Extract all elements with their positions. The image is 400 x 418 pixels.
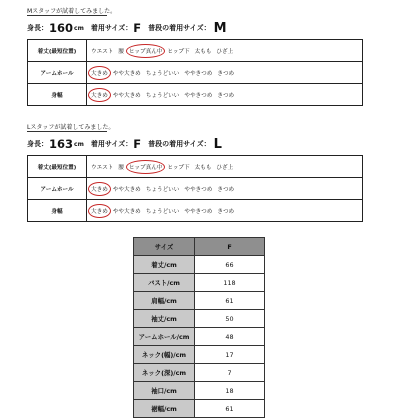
fitting-block-m [27, 6, 363, 106]
spec-value: 50 [195, 310, 265, 328]
fit-option: やや大きめ [112, 92, 141, 99]
fit-option: ちょうどいい [145, 70, 180, 77]
spec-row [134, 346, 265, 364]
fit-row-width [28, 84, 363, 106]
spec-value: 7 [195, 364, 265, 382]
height-label: 身長： [27, 140, 48, 148]
fit-row-width [28, 200, 363, 222]
fit-option: ちょうどいい [145, 186, 180, 193]
usual-size-value: M [213, 20, 227, 36]
spec-key: 袖丈/cm [134, 310, 195, 328]
fit-option: ヒップ下 [167, 48, 190, 55]
fit-row-label: 着丈(最短位置) [28, 156, 87, 178]
fit-option: きつめ [217, 186, 235, 193]
spec-value: 61 [195, 400, 265, 418]
spec-header-size: サイズ [134, 238, 195, 256]
spec-value: 18 [195, 382, 265, 400]
fit-option: ウエスト [91, 48, 114, 55]
fit-option-selected: 大きめ [91, 186, 108, 193]
spec-row [134, 256, 265, 274]
fit-option-selected: 大きめ [91, 208, 108, 215]
spec-key: バスト/cm [134, 274, 195, 292]
fitting-stats [27, 17, 363, 39]
fit-row-label: アームホール [28, 62, 87, 84]
spec-header-f: F [195, 238, 265, 256]
fit-option-selected: ヒップ真ん中 [129, 164, 163, 171]
fit-option: 太もも [194, 48, 212, 55]
spec-key: 袖口/cm [134, 382, 195, 400]
spec-key: ネック(深)/cm [134, 364, 195, 382]
fit-option: ややきつめ [184, 208, 213, 215]
fit-options [87, 156, 363, 178]
fit-row-label: 着丈(最短位置) [28, 40, 87, 62]
spec-value: 118 [195, 274, 265, 292]
spec-key: 肩幅/cm [134, 292, 195, 310]
height-unit: cm [74, 140, 84, 148]
spec-header-row [134, 238, 265, 256]
height-value: 163 [49, 137, 74, 151]
fit-option: きつめ [217, 208, 235, 215]
fit-option: ヒップ下 [167, 164, 190, 171]
usual-size-value: L [213, 136, 222, 152]
spec-row [134, 382, 265, 400]
size-value: F [133, 21, 142, 35]
fit-option: 腰 [118, 48, 124, 55]
spec-key: ネック(幅)/cm [134, 346, 195, 364]
fit-row-label: アームホール [28, 178, 87, 200]
spec-value: 61 [195, 292, 265, 310]
fit-options [87, 178, 363, 200]
size-spec-table [133, 237, 265, 418]
size-value: F [133, 137, 142, 151]
fit-option-selected: ヒップ真ん中 [129, 48, 163, 55]
spec-key: 裾幅/cm [134, 400, 195, 418]
fit-row-label: 身幅 [28, 84, 87, 106]
size-label: 着用サイズ： [90, 24, 133, 32]
spec-value: 66 [195, 256, 265, 274]
fitting-note: Lスタッフが試着してみました。 [27, 122, 363, 133]
spec-value: 17 [195, 346, 265, 364]
spec-key: アームホール/cm [134, 328, 195, 346]
spec-row [134, 310, 265, 328]
fit-option-selected: 大きめ [91, 92, 108, 99]
spec-row [134, 292, 265, 310]
spec-key: 着丈/cm [134, 256, 195, 274]
height-value: 160 [49, 21, 74, 35]
spec-row [134, 274, 265, 292]
fit-option-selected: 大きめ [91, 70, 108, 77]
fit-row-length [28, 156, 363, 178]
fit-options [87, 200, 363, 222]
fit-option: ややきつめ [184, 186, 213, 193]
fit-row-label: 身幅 [28, 200, 87, 222]
fit-option: 腰 [118, 164, 124, 171]
fit-table [27, 155, 363, 222]
fit-option: ひざ上 [216, 48, 234, 55]
spec-row [134, 400, 265, 418]
fit-option: ちょうどいい [145, 92, 180, 99]
size-label: 着用サイズ： [90, 140, 133, 148]
fit-option: きつめ [217, 92, 235, 99]
fitting-stats [27, 133, 363, 155]
fit-option: やや大きめ [112, 70, 141, 77]
fit-row-armhole [28, 62, 363, 84]
spec-row [134, 364, 265, 382]
fit-option: やや大きめ [112, 208, 141, 215]
fit-option: 太もも [194, 164, 212, 171]
spec-row [134, 328, 265, 346]
spec-value: 48 [195, 328, 265, 346]
usual-size-label: 普段の着用サイズ： [148, 24, 211, 32]
fit-options [87, 84, 363, 106]
fit-option: ちょうどいい [145, 208, 180, 215]
fitting-note: Mスタッフが試着してみました。 [27, 6, 363, 17]
height-unit: cm [74, 24, 84, 32]
fit-table [27, 39, 363, 106]
fit-row-length [28, 40, 363, 62]
fit-options [87, 40, 363, 62]
fit-option: ややきつめ [184, 70, 213, 77]
fitting-block-l [27, 122, 363, 222]
height-label: 身長： [27, 24, 48, 32]
fit-option: きつめ [217, 70, 235, 77]
fit-option: ひざ上 [216, 164, 234, 171]
usual-size-label: 普段の着用サイズ： [148, 140, 211, 148]
fit-option: ややきつめ [184, 92, 213, 99]
fit-option: やや大きめ [112, 186, 141, 193]
fit-option: ウエスト [91, 164, 114, 171]
fit-options [87, 62, 363, 84]
fit-row-armhole [28, 178, 363, 200]
